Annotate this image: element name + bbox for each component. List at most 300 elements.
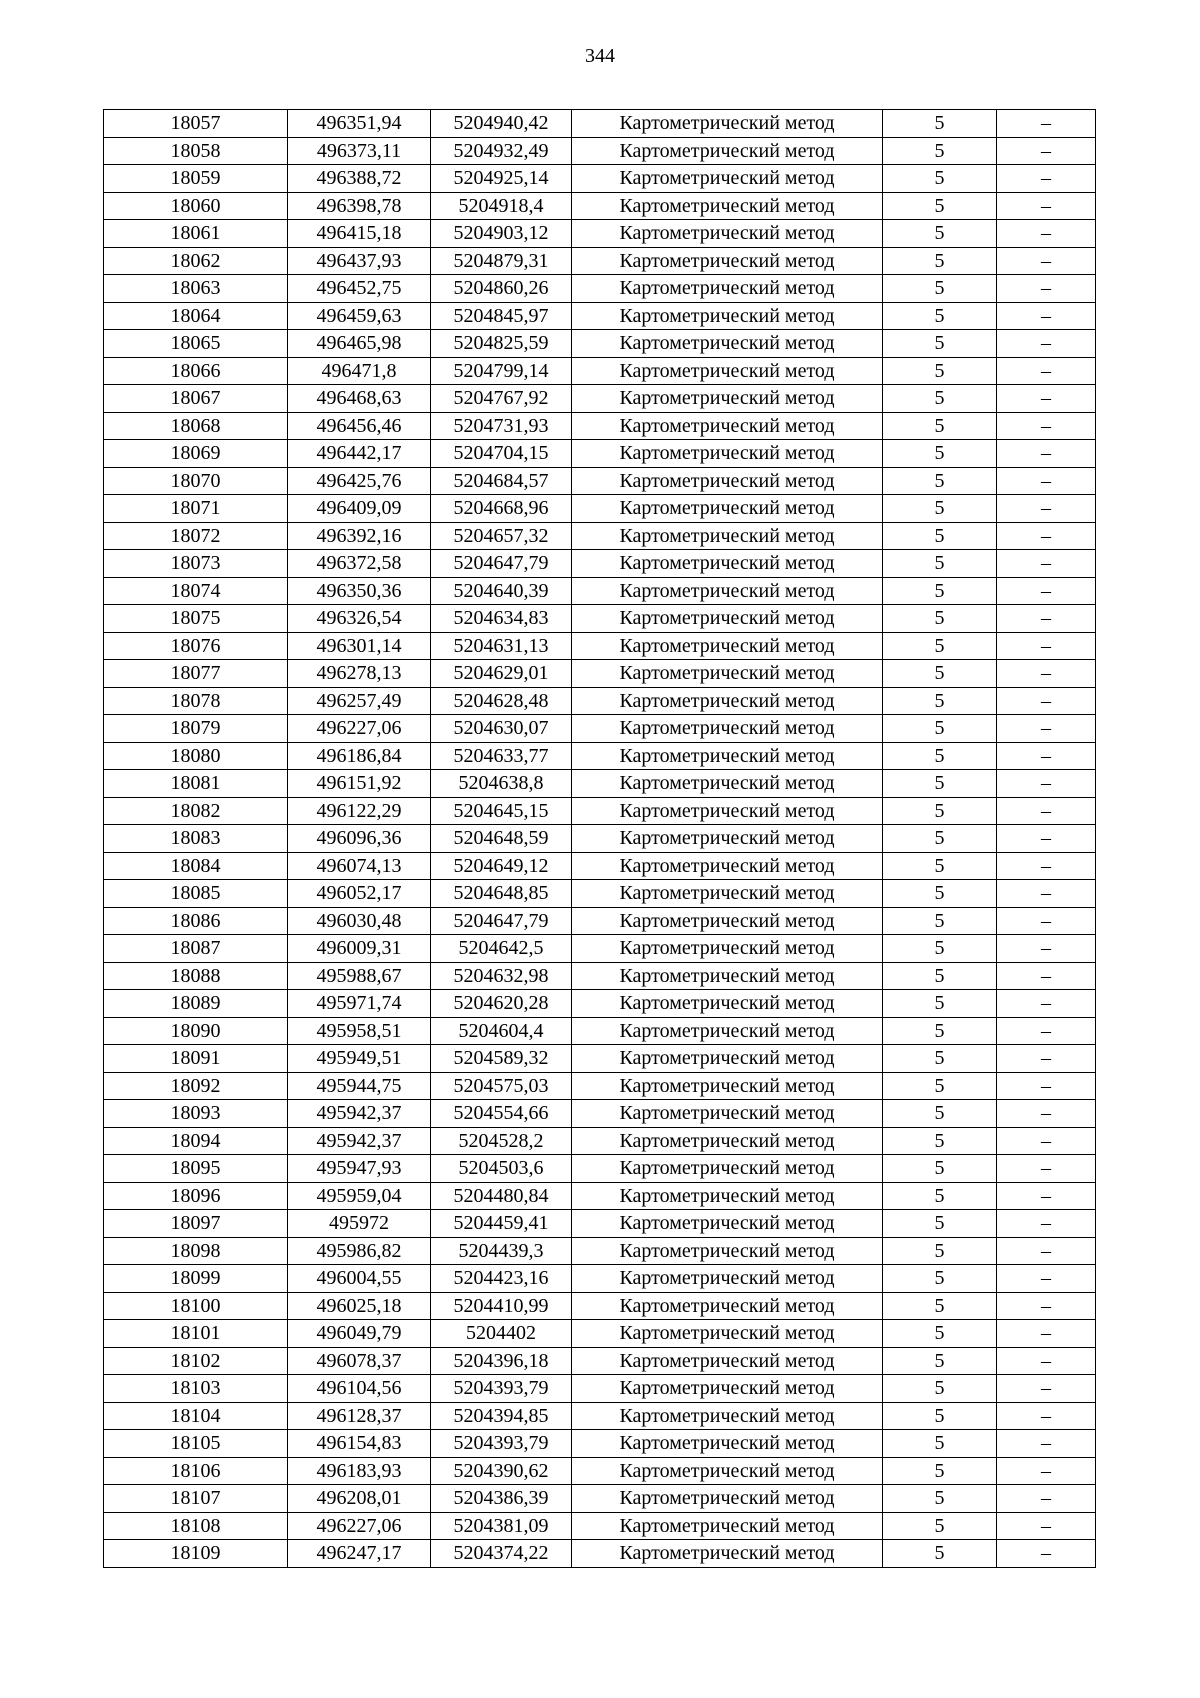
- note-cell: –: [997, 1155, 1096, 1183]
- note-cell: –: [997, 357, 1096, 385]
- table-row: [104, 1512, 1096, 1540]
- page-number: 344: [585, 45, 615, 67]
- note-cell: –: [997, 962, 1096, 990]
- method-cell: Картометрический метод: [572, 440, 883, 468]
- x-coordinate-cell: 495971,74: [288, 990, 431, 1018]
- method-cell: Картометрический метод: [572, 1512, 883, 1540]
- method-cell: Картометрический метод: [572, 220, 883, 248]
- note-cell: –: [997, 440, 1096, 468]
- method-cell: Картометрический метод: [572, 907, 883, 935]
- accuracy-cell: 5: [883, 1512, 997, 1540]
- note-cell: –: [997, 1100, 1096, 1128]
- method-cell: Картометрический метод: [572, 687, 883, 715]
- method-cell: Картометрический метод: [572, 330, 883, 358]
- table-row: [104, 632, 1096, 660]
- table-row: [104, 1265, 1096, 1293]
- y-coordinate-cell: 5204439,3: [431, 1237, 572, 1265]
- y-coordinate-cell: 5204657,32: [431, 522, 572, 550]
- point-number-cell: 18093: [104, 1100, 288, 1128]
- x-coordinate-cell: 496049,79: [288, 1320, 431, 1348]
- method-cell: Картометрический метод: [572, 467, 883, 495]
- note-cell: –: [997, 880, 1096, 908]
- accuracy-cell: 5: [883, 687, 997, 715]
- x-coordinate-cell: 496078,37: [288, 1347, 431, 1375]
- note-cell: –: [997, 742, 1096, 770]
- x-coordinate-cell: 496372,58: [288, 550, 431, 578]
- x-coordinate-cell: 496104,56: [288, 1375, 431, 1403]
- note-cell: –: [997, 1320, 1096, 1348]
- x-coordinate-cell: 496301,14: [288, 632, 431, 660]
- accuracy-cell: 5: [883, 935, 997, 963]
- point-number-cell: 18103: [104, 1375, 288, 1403]
- point-number-cell: 18078: [104, 687, 288, 715]
- note-cell: –: [997, 1402, 1096, 1430]
- note-cell: –: [997, 852, 1096, 880]
- point-number-cell: 18102: [104, 1347, 288, 1375]
- accuracy-cell: 5: [883, 110, 997, 138]
- note-cell: –: [997, 797, 1096, 825]
- note-cell: –: [997, 687, 1096, 715]
- x-coordinate-cell: 496004,55: [288, 1265, 431, 1293]
- point-number-cell: 18058: [104, 137, 288, 165]
- method-cell: Картометрический метод: [572, 1072, 883, 1100]
- note-cell: –: [997, 495, 1096, 523]
- table-row: [104, 1155, 1096, 1183]
- accuracy-cell: 5: [883, 137, 997, 165]
- point-number-cell: 18080: [104, 742, 288, 770]
- table-row: [104, 1100, 1096, 1128]
- note-cell: –: [997, 935, 1096, 963]
- table-row: [104, 825, 1096, 853]
- method-cell: Картометрический метод: [572, 550, 883, 578]
- x-coordinate-cell: 496326,54: [288, 605, 431, 633]
- y-coordinate-cell: 5204799,14: [431, 357, 572, 385]
- y-coordinate-cell: 5204642,5: [431, 935, 572, 963]
- note-cell: –: [997, 550, 1096, 578]
- accuracy-cell: 5: [883, 550, 997, 578]
- accuracy-cell: 5: [883, 440, 997, 468]
- point-number-cell: 18065: [104, 330, 288, 358]
- accuracy-cell: 5: [883, 1540, 997, 1568]
- y-coordinate-cell: 5204633,77: [431, 742, 572, 770]
- x-coordinate-cell: 496437,93: [288, 247, 431, 275]
- note-cell: –: [997, 990, 1096, 1018]
- note-cell: –: [997, 1045, 1096, 1073]
- table-row: [104, 522, 1096, 550]
- y-coordinate-cell: 5204647,79: [431, 550, 572, 578]
- method-cell: Картометрический метод: [572, 605, 883, 633]
- point-number-cell: 18071: [104, 495, 288, 523]
- y-coordinate-cell: 5204860,26: [431, 275, 572, 303]
- point-number-cell: 18076: [104, 632, 288, 660]
- y-coordinate-cell: 5204528,2: [431, 1127, 572, 1155]
- accuracy-cell: 5: [883, 1017, 997, 1045]
- table-row: [104, 990, 1096, 1018]
- point-number-cell: 18091: [104, 1045, 288, 1073]
- point-number-cell: 18106: [104, 1457, 288, 1485]
- point-number-cell: 18066: [104, 357, 288, 385]
- table-row: [104, 1237, 1096, 1265]
- y-coordinate-cell: 5204394,85: [431, 1402, 572, 1430]
- table-row: [104, 660, 1096, 688]
- point-number-cell: 18069: [104, 440, 288, 468]
- point-number-cell: 18059: [104, 165, 288, 193]
- method-cell: Картометрический метод: [572, 1375, 883, 1403]
- y-coordinate-cell: 5204668,96: [431, 495, 572, 523]
- accuracy-cell: 5: [883, 220, 997, 248]
- method-cell: Картометрический метод: [572, 1017, 883, 1045]
- note-cell: –: [997, 577, 1096, 605]
- accuracy-cell: 5: [883, 715, 997, 743]
- method-cell: Картометрический метод: [572, 1457, 883, 1485]
- method-cell: Картометрический метод: [572, 110, 883, 138]
- table-row: [104, 715, 1096, 743]
- note-cell: –: [997, 715, 1096, 743]
- accuracy-cell: 5: [883, 880, 997, 908]
- method-cell: Картометрический метод: [572, 880, 883, 908]
- note-cell: –: [997, 385, 1096, 413]
- note-cell: –: [997, 907, 1096, 935]
- y-coordinate-cell: 5204731,93: [431, 412, 572, 440]
- accuracy-cell: 5: [883, 1072, 997, 1100]
- y-coordinate-cell: 5204393,79: [431, 1430, 572, 1458]
- note-cell: –: [997, 1457, 1096, 1485]
- note-cell: –: [997, 522, 1096, 550]
- x-coordinate-cell: 496151,92: [288, 770, 431, 798]
- table-row: [104, 907, 1096, 935]
- y-coordinate-cell: 5204374,22: [431, 1540, 572, 1568]
- table-row: [104, 357, 1096, 385]
- point-number-cell: 18108: [104, 1512, 288, 1540]
- point-number-cell: 18072: [104, 522, 288, 550]
- accuracy-cell: 5: [883, 797, 997, 825]
- accuracy-cell: 5: [883, 192, 997, 220]
- table-row: [104, 1320, 1096, 1348]
- table-row: [104, 962, 1096, 990]
- x-coordinate-cell: 496183,93: [288, 1457, 431, 1485]
- method-cell: Картометрический метод: [572, 302, 883, 330]
- table-row: [104, 192, 1096, 220]
- accuracy-cell: 5: [883, 1292, 997, 1320]
- accuracy-cell: 5: [883, 1182, 997, 1210]
- y-coordinate-cell: 5204620,28: [431, 990, 572, 1018]
- accuracy-cell: 5: [883, 990, 997, 1018]
- note-cell: –: [997, 412, 1096, 440]
- point-number-cell: 18098: [104, 1237, 288, 1265]
- accuracy-cell: 5: [883, 825, 997, 853]
- coordinates-table: [103, 109, 1096, 1568]
- table-row: [104, 1540, 1096, 1568]
- method-cell: Картометрический метод: [572, 742, 883, 770]
- x-coordinate-cell: 496096,36: [288, 825, 431, 853]
- table-row: [104, 412, 1096, 440]
- y-coordinate-cell: 5204630,07: [431, 715, 572, 743]
- table-row: [104, 605, 1096, 633]
- method-cell: Картометрический метод: [572, 935, 883, 963]
- table-row: [104, 1292, 1096, 1320]
- point-number-cell: 18088: [104, 962, 288, 990]
- point-number-cell: 18082: [104, 797, 288, 825]
- point-number-cell: 18074: [104, 577, 288, 605]
- x-coordinate-cell: 496425,76: [288, 467, 431, 495]
- table-row: [104, 880, 1096, 908]
- method-cell: Картометрический метод: [572, 1237, 883, 1265]
- x-coordinate-cell: 495947,93: [288, 1155, 431, 1183]
- accuracy-cell: 5: [883, 605, 997, 633]
- accuracy-cell: 5: [883, 495, 997, 523]
- method-cell: Картометрический метод: [572, 357, 883, 385]
- method-cell: Картометрический метод: [572, 1430, 883, 1458]
- note-cell: –: [997, 1072, 1096, 1100]
- x-coordinate-cell: 496351,94: [288, 110, 431, 138]
- y-coordinate-cell: 5204879,31: [431, 247, 572, 275]
- x-coordinate-cell: 496452,75: [288, 275, 431, 303]
- y-coordinate-cell: 5204386,39: [431, 1485, 572, 1513]
- y-coordinate-cell: 5204925,14: [431, 165, 572, 193]
- y-coordinate-cell: 5204825,59: [431, 330, 572, 358]
- method-cell: Картометрический метод: [572, 660, 883, 688]
- table-row: [104, 687, 1096, 715]
- x-coordinate-cell: 495972: [288, 1210, 431, 1238]
- table-row: [104, 1182, 1096, 1210]
- note-cell: –: [997, 1237, 1096, 1265]
- note-cell: –: [997, 110, 1096, 138]
- note-cell: –: [997, 1347, 1096, 1375]
- accuracy-cell: 5: [883, 1375, 997, 1403]
- note-cell: –: [997, 137, 1096, 165]
- table-row: [104, 1485, 1096, 1513]
- x-coordinate-cell: 496459,63: [288, 302, 431, 330]
- point-number-cell: 18109: [104, 1540, 288, 1568]
- point-number-cell: 18107: [104, 1485, 288, 1513]
- x-coordinate-cell: 496471,8: [288, 357, 431, 385]
- y-coordinate-cell: 5204554,66: [431, 1100, 572, 1128]
- y-coordinate-cell: 5204628,48: [431, 687, 572, 715]
- accuracy-cell: 5: [883, 165, 997, 193]
- table-row: [104, 1375, 1096, 1403]
- table-row: [104, 852, 1096, 880]
- table-row: [104, 495, 1096, 523]
- table-row: [104, 797, 1096, 825]
- method-cell: Картометрический метод: [572, 962, 883, 990]
- x-coordinate-cell: 495986,82: [288, 1237, 431, 1265]
- method-cell: Картометрический метод: [572, 1265, 883, 1293]
- point-number-cell: 18096: [104, 1182, 288, 1210]
- table-row: [104, 1457, 1096, 1485]
- note-cell: –: [997, 1127, 1096, 1155]
- accuracy-cell: 5: [883, 907, 997, 935]
- method-cell: Картометрический метод: [572, 1100, 883, 1128]
- point-number-cell: 18095: [104, 1155, 288, 1183]
- x-coordinate-cell: 496025,18: [288, 1292, 431, 1320]
- method-cell: Картометрический метод: [572, 770, 883, 798]
- accuracy-cell: 5: [883, 1320, 997, 1348]
- y-coordinate-cell: 5204932,49: [431, 137, 572, 165]
- method-cell: Картометрический метод: [572, 1155, 883, 1183]
- table-row: [104, 1127, 1096, 1155]
- note-cell: –: [997, 192, 1096, 220]
- table-row: [104, 440, 1096, 468]
- accuracy-cell: 5: [883, 1237, 997, 1265]
- method-cell: Картометрический метод: [572, 165, 883, 193]
- y-coordinate-cell: 5204638,8: [431, 770, 572, 798]
- point-number-cell: 18064: [104, 302, 288, 330]
- note-cell: –: [997, 1430, 1096, 1458]
- x-coordinate-cell: 495988,67: [288, 962, 431, 990]
- point-number-cell: 18086: [104, 907, 288, 935]
- note-cell: –: [997, 165, 1096, 193]
- accuracy-cell: 5: [883, 1127, 997, 1155]
- accuracy-cell: 5: [883, 522, 997, 550]
- note-cell: –: [997, 1292, 1096, 1320]
- accuracy-cell: 5: [883, 742, 997, 770]
- note-cell: –: [997, 220, 1096, 248]
- table-row: [104, 247, 1096, 275]
- accuracy-cell: 5: [883, 1045, 997, 1073]
- accuracy-cell: 5: [883, 1155, 997, 1183]
- point-number-cell: 18101: [104, 1320, 288, 1348]
- accuracy-cell: 5: [883, 357, 997, 385]
- method-cell: Картометрический метод: [572, 1045, 883, 1073]
- table-row: [104, 1072, 1096, 1100]
- method-cell: Картометрический метод: [572, 247, 883, 275]
- x-coordinate-cell: 496128,37: [288, 1402, 431, 1430]
- x-coordinate-cell: 496456,46: [288, 412, 431, 440]
- x-coordinate-cell: 496278,13: [288, 660, 431, 688]
- x-coordinate-cell: 496257,49: [288, 687, 431, 715]
- y-coordinate-cell: 5204648,59: [431, 825, 572, 853]
- y-coordinate-cell: 5204632,98: [431, 962, 572, 990]
- note-cell: –: [997, 770, 1096, 798]
- method-cell: Картометрический метод: [572, 825, 883, 853]
- accuracy-cell: 5: [883, 632, 997, 660]
- table-row: [104, 165, 1096, 193]
- point-number-cell: 18094: [104, 1127, 288, 1155]
- point-number-cell: 18097: [104, 1210, 288, 1238]
- x-coordinate-cell: 496373,11: [288, 137, 431, 165]
- point-number-cell: 18089: [104, 990, 288, 1018]
- accuracy-cell: 5: [883, 412, 997, 440]
- x-coordinate-cell: 496030,48: [288, 907, 431, 935]
- method-cell: Картометрический метод: [572, 522, 883, 550]
- note-cell: –: [997, 1210, 1096, 1238]
- accuracy-cell: 5: [883, 1457, 997, 1485]
- method-cell: Картометрический метод: [572, 192, 883, 220]
- table-row: [104, 935, 1096, 963]
- x-coordinate-cell: 495942,37: [288, 1127, 431, 1155]
- x-coordinate-cell: 496052,17: [288, 880, 431, 908]
- point-number-cell: 18077: [104, 660, 288, 688]
- table-row: [104, 577, 1096, 605]
- y-coordinate-cell: 5204940,42: [431, 110, 572, 138]
- table-row: [104, 1347, 1096, 1375]
- y-coordinate-cell: 5204918,4: [431, 192, 572, 220]
- method-cell: Картометрический метод: [572, 495, 883, 523]
- x-coordinate-cell: 496009,31: [288, 935, 431, 963]
- x-coordinate-cell: 496388,72: [288, 165, 431, 193]
- note-cell: –: [997, 605, 1096, 633]
- y-coordinate-cell: 5204480,84: [431, 1182, 572, 1210]
- method-cell: Картометрический метод: [572, 412, 883, 440]
- table-row: [104, 1402, 1096, 1430]
- note-cell: –: [997, 330, 1096, 358]
- y-coordinate-cell: 5204634,83: [431, 605, 572, 633]
- note-cell: –: [997, 275, 1096, 303]
- method-cell: Картометрический метод: [572, 852, 883, 880]
- point-number-cell: 18067: [104, 385, 288, 413]
- point-number-cell: 18062: [104, 247, 288, 275]
- method-cell: Картометрический метод: [572, 1182, 883, 1210]
- method-cell: Картометрический метод: [572, 1347, 883, 1375]
- x-coordinate-cell: 495942,37: [288, 1100, 431, 1128]
- point-number-cell: 18105: [104, 1430, 288, 1458]
- accuracy-cell: 5: [883, 1100, 997, 1128]
- x-coordinate-cell: 495944,75: [288, 1072, 431, 1100]
- note-cell: –: [997, 1017, 1096, 1045]
- note-cell: –: [997, 467, 1096, 495]
- note-cell: –: [997, 1182, 1096, 1210]
- table-row: [104, 220, 1096, 248]
- accuracy-cell: 5: [883, 577, 997, 605]
- y-coordinate-cell: 5204396,18: [431, 1347, 572, 1375]
- x-coordinate-cell: 496409,09: [288, 495, 431, 523]
- x-coordinate-cell: 496415,18: [288, 220, 431, 248]
- x-coordinate-cell: 495959,04: [288, 1182, 431, 1210]
- y-coordinate-cell: 5204393,79: [431, 1375, 572, 1403]
- point-number-cell: 18090: [104, 1017, 288, 1045]
- accuracy-cell: 5: [883, 1265, 997, 1293]
- point-number-cell: 18087: [104, 935, 288, 963]
- y-coordinate-cell: 5204648,85: [431, 880, 572, 908]
- y-coordinate-cell: 5204767,92: [431, 385, 572, 413]
- note-cell: –: [997, 632, 1096, 660]
- table-row: [104, 385, 1096, 413]
- y-coordinate-cell: 5204459,41: [431, 1210, 572, 1238]
- method-cell: Картометрический метод: [572, 1540, 883, 1568]
- table-row: [104, 110, 1096, 138]
- accuracy-cell: 5: [883, 302, 997, 330]
- table-row: [104, 330, 1096, 358]
- table-row: [104, 275, 1096, 303]
- accuracy-cell: 5: [883, 1402, 997, 1430]
- point-number-cell: 18081: [104, 770, 288, 798]
- y-coordinate-cell: 5204704,15: [431, 440, 572, 468]
- method-cell: Картометрический метод: [572, 1402, 883, 1430]
- method-cell: Картометрический метод: [572, 1485, 883, 1513]
- x-coordinate-cell: 496350,36: [288, 577, 431, 605]
- y-coordinate-cell: 5204684,57: [431, 467, 572, 495]
- x-coordinate-cell: 496398,78: [288, 192, 431, 220]
- y-coordinate-cell: 5204604,4: [431, 1017, 572, 1045]
- y-coordinate-cell: 5204647,79: [431, 907, 572, 935]
- y-coordinate-cell: 5204845,97: [431, 302, 572, 330]
- point-number-cell: 18083: [104, 825, 288, 853]
- x-coordinate-cell: 495949,51: [288, 1045, 431, 1073]
- accuracy-cell: 5: [883, 1210, 997, 1238]
- x-coordinate-cell: 496465,98: [288, 330, 431, 358]
- table-row: [104, 1045, 1096, 1073]
- accuracy-cell: 5: [883, 1430, 997, 1458]
- table-row: [104, 1017, 1096, 1045]
- method-cell: Картометрический метод: [572, 1292, 883, 1320]
- method-cell: Картометрический метод: [572, 1127, 883, 1155]
- method-cell: Картометрический метод: [572, 990, 883, 1018]
- y-coordinate-cell: 5204410,99: [431, 1292, 572, 1320]
- method-cell: Картометрический метод: [572, 797, 883, 825]
- accuracy-cell: 5: [883, 275, 997, 303]
- y-coordinate-cell: 5204589,32: [431, 1045, 572, 1073]
- x-coordinate-cell: 496468,63: [288, 385, 431, 413]
